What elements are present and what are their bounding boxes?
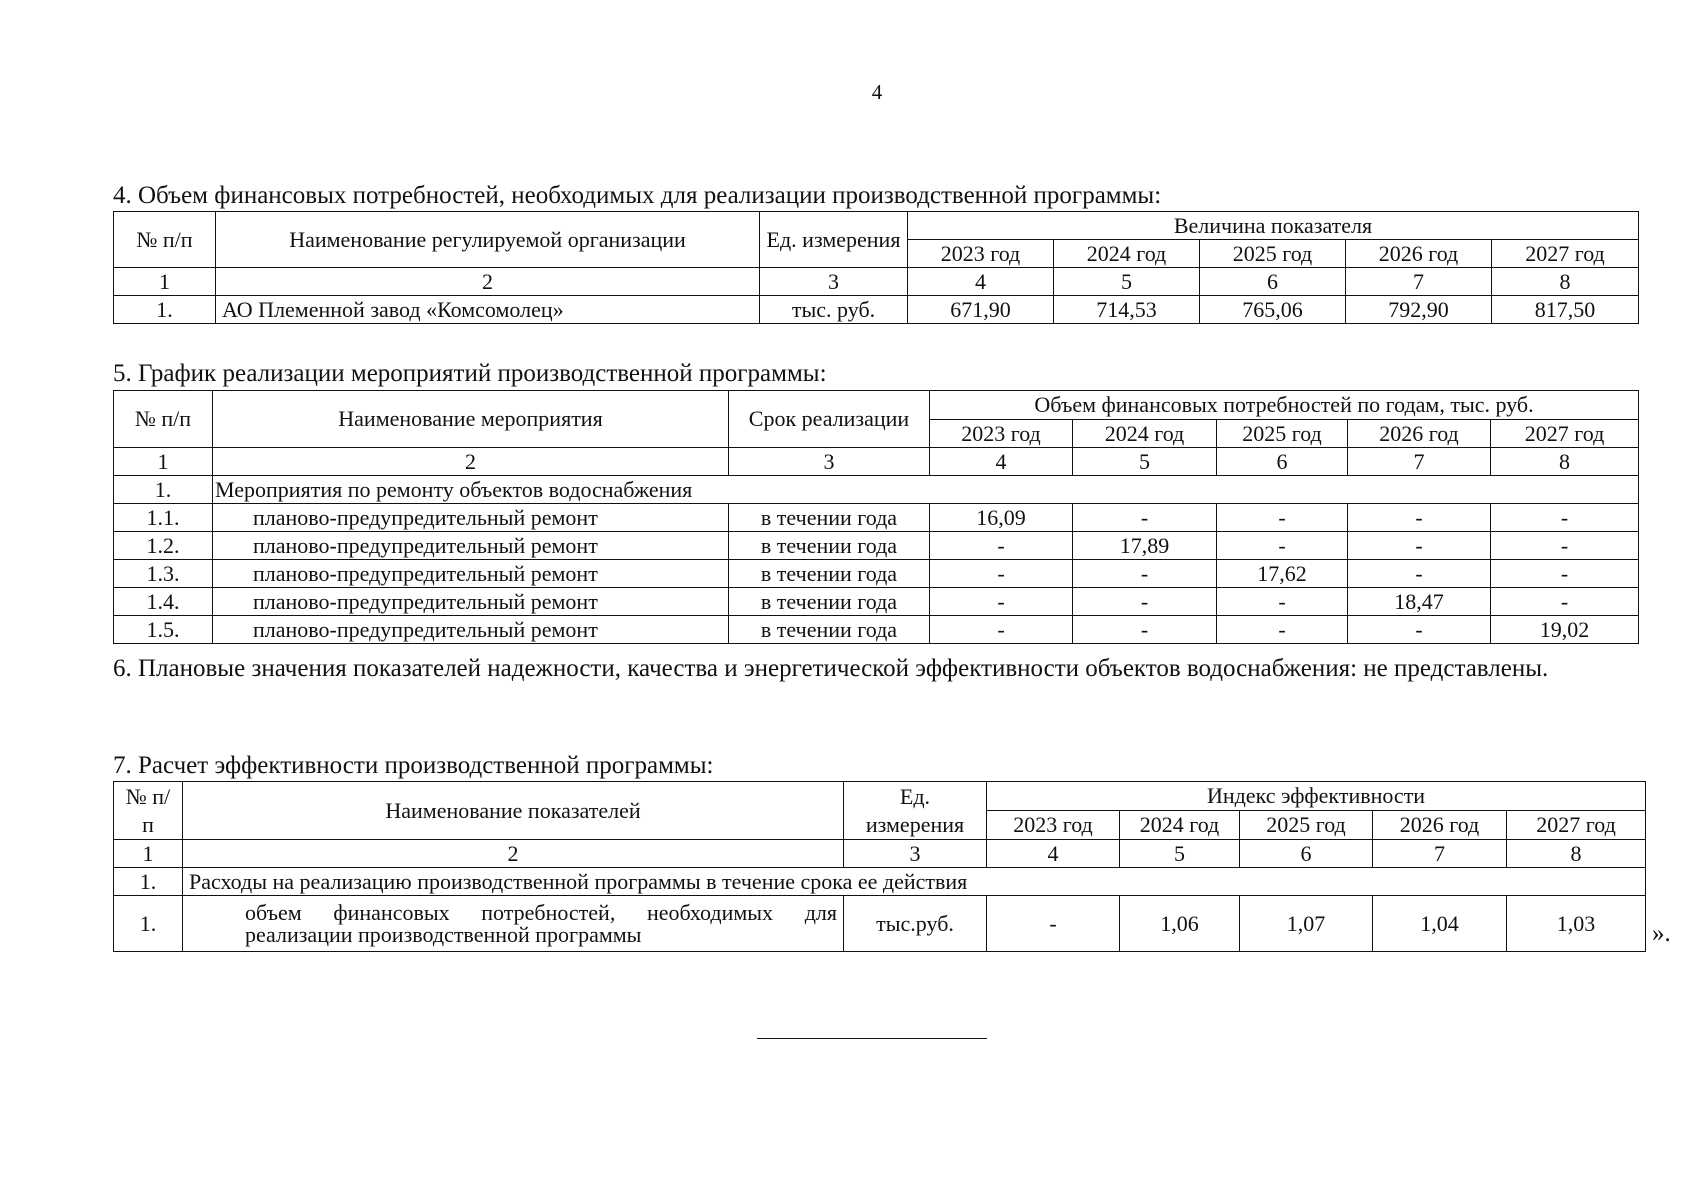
- cell-value: -: [930, 532, 1073, 560]
- column-number: 6: [1200, 268, 1346, 296]
- cell-value: -: [1073, 560, 1217, 588]
- column-number: 8: [1507, 840, 1646, 868]
- table-row: [114, 560, 1639, 588]
- column-number: 1: [114, 840, 183, 868]
- cell-num: 1.1.: [114, 504, 213, 532]
- section6-text: 6. Плановые значения показателей надежности, качества и энергетической эффективности объектов водоснабжения: не представлены.: [113, 655, 1549, 682]
- cell-value: 17,62: [1217, 560, 1348, 588]
- cell-value: 19,02: [1491, 616, 1639, 644]
- group-row: [114, 868, 1646, 896]
- cell-term: в течении года: [729, 560, 930, 588]
- cell-name: планово-предупредительный ремонт: [213, 504, 729, 532]
- header-year: 2026 год: [1373, 811, 1507, 840]
- cell-value: 17,89: [1073, 532, 1217, 560]
- column-number: 7: [1346, 268, 1492, 296]
- cell-value: -: [1073, 504, 1217, 532]
- header-year: 2026 год: [1348, 420, 1491, 448]
- column-number: 5: [1073, 448, 1217, 476]
- cell-value: -: [1073, 616, 1217, 644]
- cell-num: 1.: [114, 896, 183, 952]
- header-year: 2025 год: [1217, 420, 1348, 448]
- group-title: Мероприятия по ремонту объектов водоснабжения: [213, 476, 1639, 504]
- cell-term: в течении года: [729, 532, 930, 560]
- column-number: 6: [1217, 448, 1348, 476]
- header-num: № п/п: [114, 782, 183, 840]
- cell-name: планово-предупредительный ремонт: [213, 560, 729, 588]
- cell-value: -: [1491, 588, 1639, 616]
- group-row: [114, 476, 1639, 504]
- header-year: 2025 год: [1240, 811, 1373, 840]
- column-number: 8: [1492, 268, 1639, 296]
- section4-title: 4. Объем финансовых потребностей, необходимых для реализации производственной программы:: [113, 182, 1162, 209]
- efficiency-table: [113, 781, 1646, 952]
- header-num: № п/п: [114, 212, 216, 268]
- column-number: 5: [1120, 840, 1240, 868]
- table-row: [114, 532, 1639, 560]
- cell-value: -: [987, 896, 1120, 952]
- cell-value: -: [1348, 532, 1491, 560]
- footer-divider: [757, 1038, 987, 1039]
- page-number: 4: [871, 80, 883, 104]
- cell-org: АО Племенной завод «Комсомолец»: [216, 296, 760, 324]
- table-row: [114, 296, 1639, 324]
- cell-value: -: [1491, 532, 1639, 560]
- cell-num: 1.2.: [114, 532, 213, 560]
- cell-num: 1.4.: [114, 588, 213, 616]
- cell-value: 817,50: [1492, 296, 1639, 324]
- cell-term: в течении года: [729, 504, 930, 532]
- header-unit: Ед. измерения: [844, 782, 987, 840]
- cell-term: в течении года: [729, 616, 930, 644]
- cell-name: планово-предупредительный ремонт: [213, 616, 729, 644]
- table-row: [114, 588, 1639, 616]
- header-year: 2027 год: [1491, 420, 1639, 448]
- cell-value: 1,06: [1120, 896, 1240, 952]
- column-number: 2: [183, 840, 844, 868]
- column-number: 1: [114, 448, 213, 476]
- header-year: 2023 год: [987, 811, 1120, 840]
- header-name: Наименование мероприятия: [213, 391, 729, 448]
- group-title: Расходы на реализацию производственной программы в течение срока ее действия: [183, 868, 1646, 896]
- header-year: 2024 год: [1054, 240, 1200, 268]
- cell-num: 1.5.: [114, 616, 213, 644]
- closing-quote: ».: [1652, 920, 1671, 947]
- cell-num: 1.: [114, 868, 183, 896]
- column-number: 8: [1491, 448, 1639, 476]
- header-year: 2024 год: [1120, 811, 1240, 840]
- cell-num: 1.: [114, 296, 216, 324]
- header-term: Срок реализации: [729, 391, 930, 448]
- header-year: 2027 год: [1507, 811, 1646, 840]
- cell-value: -: [1348, 616, 1491, 644]
- cell-value: -: [1217, 616, 1348, 644]
- cell-value: -: [930, 616, 1073, 644]
- header-num: № п/п: [114, 391, 213, 448]
- financial-needs-table: [113, 211, 1639, 324]
- column-number: 6: [1240, 840, 1373, 868]
- header-year: 2027 год: [1492, 240, 1639, 268]
- column-number: 7: [1348, 448, 1491, 476]
- header-value: Величина показателя: [908, 212, 1639, 240]
- column-number: 2: [216, 268, 760, 296]
- cell-value: -: [1217, 532, 1348, 560]
- column-number: 1: [114, 268, 216, 296]
- cell-value: 1,07: [1240, 896, 1373, 952]
- cell-name: планово-предупредительный ремонт: [213, 588, 729, 616]
- cell-value: 792,90: [1346, 296, 1492, 324]
- cell-num: 1.: [114, 476, 213, 504]
- cell-value: -: [1491, 504, 1639, 532]
- header-year: 2023 год: [930, 420, 1073, 448]
- cell-value: -: [1348, 504, 1491, 532]
- column-number: 2: [213, 448, 729, 476]
- cell-value: -: [1348, 560, 1491, 588]
- section7-title: 7. Расчет эффективности производственной программы:: [113, 752, 714, 779]
- section5-title: 5. График реализации мероприятий производственной программы:: [113, 360, 827, 387]
- header-value: Индекс эффективности: [987, 782, 1646, 811]
- cell-value: -: [930, 560, 1073, 588]
- cell-value: 671,90: [908, 296, 1054, 324]
- cell-value: 1,03: [1507, 896, 1646, 952]
- header-org: Наименование регулируемой организации: [216, 212, 760, 268]
- header-value: Объем финансовых потребностей по годам, тыс. руб.: [930, 391, 1639, 420]
- cell-term: в течении года: [729, 588, 930, 616]
- cell-value: -: [1491, 560, 1639, 588]
- cell-value: 714,53: [1054, 296, 1200, 324]
- cell-unit: тыс.руб.: [844, 896, 987, 952]
- header-name: Наименование показателей: [183, 782, 844, 840]
- schedule-table: [113, 390, 1639, 644]
- header-unit: Ед. измерения: [760, 212, 908, 268]
- column-number: 4: [987, 840, 1120, 868]
- column-number: 3: [760, 268, 908, 296]
- column-number: 7: [1373, 840, 1507, 868]
- cell-value: -: [1217, 504, 1348, 532]
- column-number: 5: [1054, 268, 1200, 296]
- table-row: [114, 504, 1639, 532]
- cell-value: -: [1073, 588, 1217, 616]
- cell-name: планово-предупредительный ремонт: [213, 532, 729, 560]
- header-year: 2023 год: [908, 240, 1054, 268]
- column-number: 4: [908, 268, 1054, 296]
- column-number: 4: [930, 448, 1073, 476]
- column-number: 3: [844, 840, 987, 868]
- cell-value: -: [1217, 588, 1348, 616]
- cell-value: 18,47: [1348, 588, 1491, 616]
- cell-unit: тыс. руб.: [760, 296, 908, 324]
- table-row: [114, 896, 1646, 952]
- cell-name: объем финансовых потребностей, необходимых для реализации производственной программы: [183, 896, 844, 952]
- cell-value: 1,04: [1373, 896, 1507, 952]
- header-year: 2025 год: [1200, 240, 1346, 268]
- cell-value: 16,09: [930, 504, 1073, 532]
- table-row: [114, 616, 1639, 644]
- cell-value: 765,06: [1200, 296, 1346, 324]
- header-year: 2026 год: [1346, 240, 1492, 268]
- cell-value: -: [930, 588, 1073, 616]
- column-number: 3: [729, 448, 930, 476]
- header-year: 2024 год: [1073, 420, 1217, 448]
- cell-num: 1.3.: [114, 560, 213, 588]
